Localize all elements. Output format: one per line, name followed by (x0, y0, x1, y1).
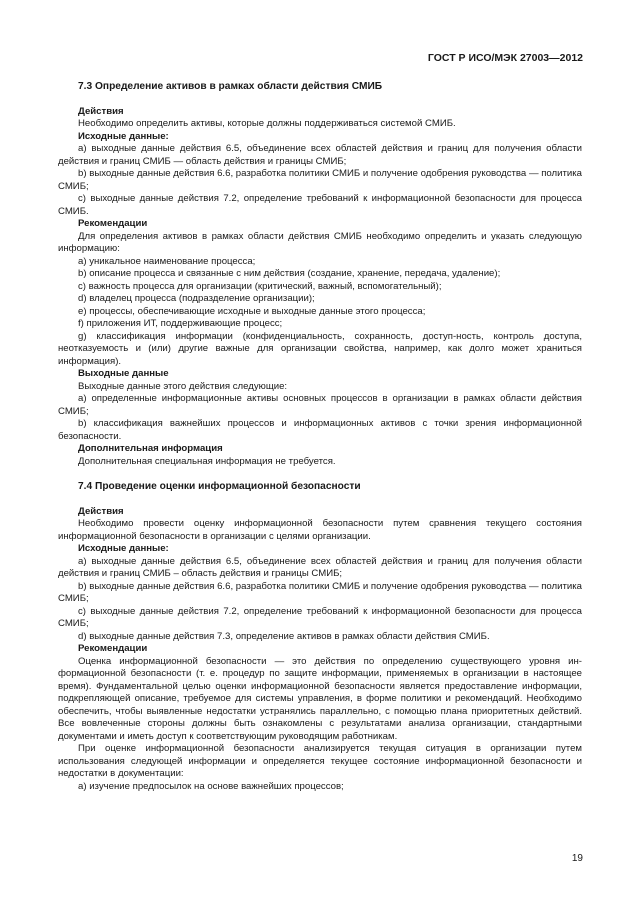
s74-actions-text: Необходимо провести оценку информационной безопасности путем сравнения текущего состояния информационной безопасности в организации с целями организации. (58, 518, 582, 542)
s73-rec-item: g) классификация информации (конфиденциальность, сохранность, доступ-ность, контроль доступа, неотказуемость и (или) другие важные для организации свойства, например, как долго может храниться информация). (58, 330, 582, 367)
s74-input-item: c) выходные данные действия 7.2, определение требований к информационной безопасности для процесса СМИБ; (58, 605, 582, 629)
s73-output-item: b) классификация важнейших процессов и информационных активов с точки зрения информационной безопасности. (58, 418, 582, 442)
s74-input-item: а) выходные данные действия 6.5, объединение всех областей действия и границ для получения области действия и границ СМИБ – область действия и границы СМИБ; (58, 555, 582, 579)
page-number: 19 (571, 853, 583, 864)
section-7-3-title: 7.3 Определение активов в рамках области действия СМИБ (78, 81, 383, 92)
s73-input-item: c) выходные данные действия 7.2, определение требований к информационной безопасности для процесса СМИБ. (58, 193, 582, 217)
s73-output-item: а) определенные информационные активы основных процессов в организации в рамках области действия СМИБ; (58, 393, 582, 417)
s73-rec-item: c) важность процесса для организации (критический, важный, вспомогательный); (78, 280, 442, 292)
s73-rec-item: b) описание процесса и связанные с ним действия (создание, хранение, передача, удаление); (78, 268, 501, 279)
s74-rec-paragraph: Оценка информационной безопасности — это действия по определению существующего уровня информационной безопасности (т. е. процедур по защите информации, применяемых в организации в настоящее время). Фундаментальной целью оценки информационной безопасности является предоставление информации, подкрепляющей описание, требуемое для системы управления, в форме политики и рекомендаций. Необходимо обеспечить, чтобы выявленные недостатки устранялись параллельно, с помощью плана приоритетных действий. Все вовлеченные стороны должны быть ознакомлены с результатами анализа организации, стандартными документами и иметь доступ к соответствующим руководящим работникам. (58, 655, 582, 742)
s74-inputs-heading: Исходные данные: (78, 543, 169, 554)
s73-rec-item: f) приложения ИТ, поддерживающие процесс; (78, 318, 283, 329)
s73-input-item: а) выходные данные действия 6.5, объединение всех областей действия и границ для получения области действия и границ СМИБ — область действия и границы СМИБ; (58, 143, 582, 167)
s74-input-item: d) выходные данные действия 7.3, определение активов в рамках области действия СМИБ. (78, 630, 490, 642)
s73-recommendations-heading: Рекомендации (78, 218, 148, 229)
s74-input-item: b) выходные данные действия 6.6, разработка политики СМИБ и получение одобрения руководства — политика СМИБ; (58, 580, 582, 604)
document-standard-id: ГОСТ Р ИСО/МЭК 27003—2012 (427, 52, 583, 64)
s73-actions-heading: Действия (78, 105, 124, 117)
s74-recommendations-heading: Рекомендации (78, 643, 148, 654)
s73-outputs-intro: Выходные данные этого действия следующие: (78, 380, 288, 392)
s73-inputs-heading: Исходные данные: (78, 130, 169, 142)
s73-rec-item: e) процессы, обеспечивающие исходные и выходные данные этого процесса; (78, 305, 426, 317)
s73-additional-info-heading: Дополнительная информация (78, 443, 223, 454)
s73-rec-item: d) владелец процесса (подразделение организации); (78, 293, 315, 304)
s73-actions-text: Необходимо определить активы, которые должны поддерживаться системой СМИБ. (78, 118, 456, 129)
page-body (58, 81, 582, 793)
s74-rec-paragraph: При оценке информационной безопасности анализируется текущая ситуация в организации путем использования следующей информации и определяется текущее состояние информационной безопасности и недостатки в документации: (58, 743, 582, 779)
s73-rec-item: а) уникальное наименование процесса; (78, 255, 256, 267)
s73-outputs-heading: Выходные данные (78, 368, 169, 379)
s74-rec-paragraph: а) изучение предпосылок на основе важнейших процессов; (78, 780, 344, 792)
s73-additional-info-text: Дополнительная специальная информация не требуется. (78, 455, 336, 467)
s74-actions-heading: Действия (78, 505, 124, 517)
section-7-4-title: 7.4 Проведение оценки информационной безопасности (78, 481, 361, 492)
s73-input-item: b) выходные данные действия 6.6, разработка политики СМИБ и получение одобрения руководства — политика СМИБ; (58, 168, 582, 192)
s73-rec-intro: Для определения активов в рамках области действия СМИБ необходимо определить и указать следующую информацию: (58, 230, 582, 254)
